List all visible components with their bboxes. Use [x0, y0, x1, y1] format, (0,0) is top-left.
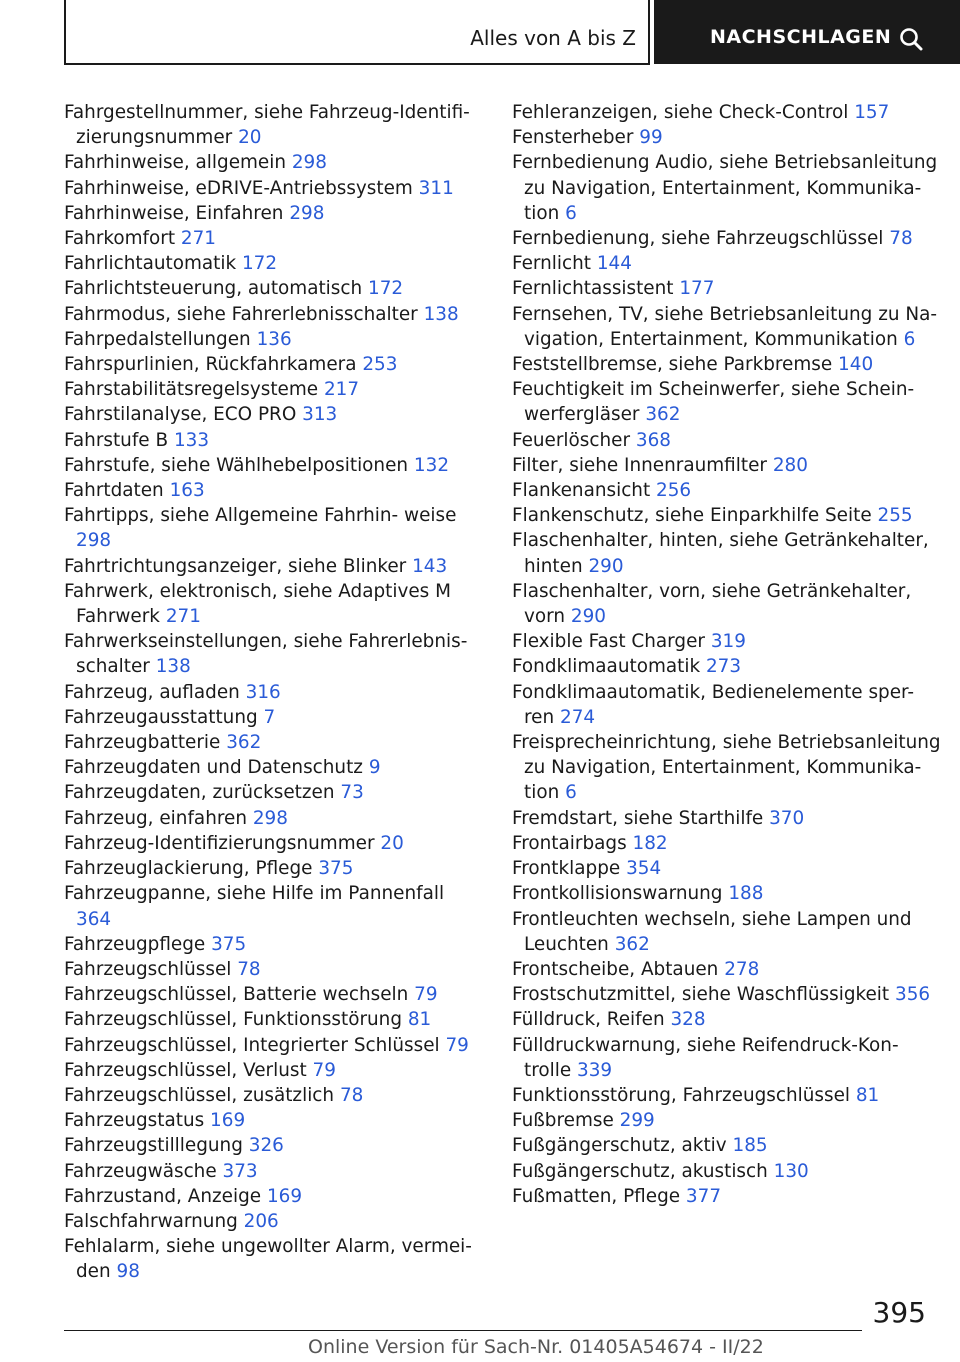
index-entry	[64, 554, 484, 579]
index-entry	[512, 629, 942, 654]
index-entry-page-link[interactable]: 255	[877, 505, 913, 527]
index-entry-text: Frontkollisionswarnung	[512, 883, 723, 905]
index-entry	[512, 302, 942, 352]
index-entry	[512, 1159, 942, 1184]
index-column-right	[512, 100, 942, 1209]
index-entry-text: Fahrstufe B	[64, 429, 169, 451]
index-entry-text: Frontklappe	[512, 858, 621, 880]
index-entry-text: Flankenschutz, siehe Einparkhilfe Seite	[512, 505, 872, 527]
index-entry-text: Fremdstart, siehe Starthilfe	[512, 807, 764, 829]
footer-version-text: Online Version für Sach-Nr. 01405A54674 - II/22	[308, 1336, 764, 1358]
index-entry-text: Fußgängerschutz, aktiv	[512, 1135, 727, 1157]
index-entry	[512, 1083, 942, 1108]
index-entry	[64, 705, 484, 730]
index-entry-page-link[interactable]: 138	[423, 303, 459, 325]
index-entry	[64, 957, 484, 982]
index-entry-text: Fernbedienung, siehe Fahrzeugschlüssel	[512, 228, 884, 250]
index-entry-page-link[interactable]: 140	[838, 354, 874, 376]
index-entry	[64, 503, 484, 553]
index-entry	[64, 932, 484, 957]
index-entry-page-link[interactable]: 339	[577, 1059, 613, 1081]
index-entry-text: Feststellbremse, siehe Parkbremse	[512, 354, 833, 376]
index-entry	[512, 1033, 942, 1083]
index-entry	[512, 251, 942, 276]
index-entry-text: Filter, siehe Innenraumfilter	[512, 454, 767, 476]
index-entry-page-link[interactable]: 362	[614, 933, 650, 955]
index-entry	[64, 201, 484, 226]
index-entry	[512, 276, 942, 301]
header-separator	[648, 0, 650, 64]
index-entry-page-link[interactable]: 362	[645, 404, 681, 426]
index-entry-text: Fahrzeugbatterie	[64, 732, 221, 754]
index-entry-page-link[interactable]: 99	[639, 127, 663, 149]
index-entry-page-link[interactable]: 136	[256, 328, 292, 350]
index-entry-text: Fahrkomfort	[64, 228, 176, 250]
index-entry	[512, 831, 942, 856]
index-entry-text: Fahrwerkseinstellungen, siehe Fahrerlebnis- schalter	[64, 631, 468, 678]
index-entry	[64, 806, 484, 831]
index-entry-page-link[interactable]: 81	[855, 1084, 880, 1106]
index-entry-page-link[interactable]: 316	[245, 681, 281, 703]
search-icon[interactable]	[898, 26, 924, 52]
index-entry-text: Fernlicht	[512, 253, 591, 275]
index-entry	[64, 352, 484, 377]
index-entry-text: Fahrgestellnummer, siehe Fahrzeug-Identifi- zierungsnummer	[64, 102, 470, 149]
index-entry	[64, 831, 484, 856]
index-entry-text: Fahrtdaten	[64, 480, 164, 502]
index-entry-text: Fülldruck, Reifen	[512, 1009, 665, 1031]
index-entry	[64, 780, 484, 805]
index-entry-text: Feuerlöscher	[512, 429, 631, 451]
index-entry-text: Fehlalarm, siehe ungewollter Alarm, vermei- den	[64, 1236, 472, 1283]
index-entry-text: Fahrmodus, siehe Fahrerlebnisschalter	[64, 303, 418, 325]
index-entry-page-link[interactable]: 163	[169, 480, 205, 502]
index-entry-page-link[interactable]: 6	[565, 202, 577, 224]
index-entry-page-link[interactable]: 169	[266, 1185, 303, 1207]
index-entry-page-link[interactable]: 326	[248, 1135, 284, 1157]
index-entry-text: Flexible Fast Charger	[512, 631, 705, 653]
index-entry-page-link[interactable]: 78	[339, 1084, 364, 1106]
index-entry-text: Fahrzeugschlüssel, Integrierter Schlüssel	[64, 1034, 440, 1056]
index-entry	[64, 730, 484, 755]
index-entry-text: Fahrstufe, siehe Wählhebelpositionen	[64, 454, 409, 476]
index-entry-text: Feuchtigkeit im Scheinwerfer, siehe Schein- werfergläser	[512, 379, 915, 426]
index-entry-page-link[interactable]: 6	[565, 782, 577, 804]
index-entry	[512, 352, 942, 377]
index-entry-text: Flaschenhalter, vorn, siehe Getränkehalter, vorn	[512, 580, 912, 628]
index-entry	[512, 957, 942, 982]
index-entry	[64, 1007, 484, 1032]
index-entry-text: Fahrlichtsteuerung, automatisch	[64, 278, 363, 300]
index-entry	[64, 100, 484, 150]
index-entry-page-link[interactable]: 144	[596, 253, 632, 275]
index-entry	[64, 1083, 484, 1108]
index-entry	[64, 881, 484, 931]
index-entry-text: Fahrzeugschlüssel, Verlust	[64, 1059, 307, 1081]
index-entry-text: Fahrzustand, Anzeige	[64, 1185, 262, 1207]
index-entry-text: Fahrzeug, aufladen	[64, 681, 240, 703]
index-entry-text: Fernsehen, TV, siehe Betriebsanleitung zu Na- vigation, Entertainment, Kommunikation	[512, 303, 938, 350]
index-entry	[64, 982, 484, 1007]
index-entry-text: Fahrlichtautomatik	[64, 253, 237, 275]
index-entry	[512, 428, 942, 453]
index-entry	[512, 1108, 942, 1133]
index-entry-text: Fahrhinweise, allgemein	[64, 152, 286, 174]
index-entry	[64, 1234, 484, 1284]
index-entry-text: Fahrstilanalyse, ECO PRO	[64, 404, 297, 426]
index-entry	[512, 907, 942, 957]
index-entry-page-link[interactable]: 217	[323, 379, 360, 401]
index-entry	[64, 226, 484, 251]
index-entry-page-link[interactable]: 182	[632, 832, 668, 854]
index-entry-text: Fahrwerk, elektronisch, siehe Adaptives M Fahrwerk	[64, 580, 451, 628]
index-entry-page-link[interactable]: 362	[226, 732, 262, 754]
index-entry	[64, 251, 484, 276]
index-entry	[64, 377, 484, 402]
index-entry-text: Fahrzeug-Identifizierungsnummer	[64, 832, 375, 854]
index-entry	[64, 276, 484, 301]
index-entry-page-link[interactable]: 81	[407, 1009, 432, 1031]
index-entry	[64, 1033, 484, 1058]
index-entry-page-link[interactable]: 356	[895, 984, 931, 1006]
index-entry	[64, 1058, 484, 1083]
index-entry	[512, 1133, 942, 1158]
index-entry-page-link[interactable]: 375	[211, 933, 247, 955]
index-entry-page-link[interactable]: 298	[252, 807, 288, 829]
index-entry-text: Fahrzeugpflege	[64, 933, 206, 955]
index-entry-text: Freisprecheinrichtung, siehe Betriebsanleitung zu Navigation, Entertainment, Kommunika- tion	[512, 732, 941, 804]
index-entry-text: Frontairbags	[512, 832, 627, 854]
index-entry-page-link[interactable]: 9	[368, 757, 381, 779]
index-entry-text: Fernlichtassistent	[512, 278, 674, 300]
index-entry-page-link[interactable]: 290	[588, 555, 624, 577]
index-entry	[64, 755, 484, 780]
index-entry	[512, 806, 942, 831]
index-entry	[64, 327, 484, 352]
index-entry-page-link[interactable]: 157	[854, 102, 890, 123]
index-entry-text: Fahrzeug, einfahren	[64, 807, 247, 829]
index-entry-page-link[interactable]: 298	[291, 152, 327, 174]
footer-rule	[64, 1330, 862, 1331]
index-entry	[64, 1133, 484, 1158]
index-entry	[64, 453, 484, 478]
index-entry-page-link[interactable]: 278	[724, 958, 760, 980]
index-entry-page-link[interactable]: 138	[155, 656, 191, 678]
index-entry-text: Fahrpedalstellungen	[64, 328, 251, 350]
index-entry	[64, 428, 484, 453]
index-entry-page-link[interactable]: 280	[772, 454, 808, 476]
index-entry-page-link[interactable]: 256	[656, 480, 692, 502]
index-entry	[512, 453, 942, 478]
chapter-tab[interactable]	[654, 0, 960, 64]
index-entry-page-link[interactable]: 375	[318, 858, 354, 880]
index-entry-text: Frostschutzmittel, siehe Waschflüssigkeit	[512, 984, 890, 1006]
index-entry-page-link[interactable]: 271	[180, 228, 217, 250]
index-entry-text: Fahrzeugpanne, siehe Hilfe im Pannenfall	[64, 883, 445, 905]
index-entry	[64, 579, 484, 629]
index-entry	[64, 302, 484, 327]
index-entry-text: Falschfahrwarnung	[64, 1210, 238, 1232]
index-entry-text: Fußgängerschutz, akustisch	[512, 1160, 768, 1182]
index-entry-page-link[interactable]: 298	[76, 530, 112, 552]
index-entry-text: Fahrzeugdaten, zurücksetzen	[64, 782, 335, 804]
index-entry	[512, 881, 942, 906]
index-entry-text: Fondklimaautomatik	[512, 656, 701, 678]
header-left-border	[64, 0, 66, 64]
index-entry	[64, 1209, 484, 1234]
section-title: Alles von A bis Z	[470, 26, 636, 50]
header-bottom-rule	[64, 63, 650, 65]
index-entry-page-link[interactable]: 7	[263, 706, 276, 728]
index-entry-text: Fahrzeuglackierung, Pflege	[64, 858, 313, 880]
index-entry	[512, 856, 942, 881]
index-entry-text: Fahrstabilitätsregelsysteme	[64, 379, 319, 401]
index-entry-page-link[interactable]: 133	[173, 429, 210, 451]
index-entry-page-link[interactable]: 172	[241, 253, 278, 275]
index-entry-page-link[interactable]: 273	[705, 656, 742, 678]
index-entry-text: Fußbremse	[512, 1110, 614, 1132]
index-entry	[512, 1007, 942, 1032]
index-entry-text: Fensterheber	[512, 127, 634, 149]
index-entry-page-link[interactable]: 290	[570, 606, 606, 628]
index-entry	[512, 226, 942, 251]
index-entry-page-link[interactable]: 130	[773, 1160, 809, 1182]
index-entry-text: Fahrzeugdaten und Datenschutz	[64, 757, 363, 779]
index-entry-text: Fahrzeugschlüssel	[64, 958, 232, 980]
index-entry-text: Fahrtipps, siehe Allgemeine Fahrhin- weise	[64, 505, 457, 527]
index-entry-text: Fehleranzeigen, siehe Check-Control	[512, 102, 849, 123]
index-entry	[512, 680, 942, 730]
index-entry-page-link[interactable]: 185	[732, 1135, 768, 1157]
index-entry-page-link[interactable]: 20	[380, 832, 404, 854]
index-entry	[64, 478, 484, 503]
index-entry-page-link[interactable]: 169	[210, 1110, 246, 1132]
index-entry-text: Frontleuchten wechseln, siehe Lampen und Leuchten	[512, 908, 912, 955]
index-entry-page-link[interactable]: 354	[626, 858, 662, 880]
index-entry-page-link[interactable]: 313	[302, 404, 338, 426]
index-entry	[512, 982, 942, 1007]
index-entry-page-link[interactable]: 368	[635, 429, 671, 451]
index-entry-page-link[interactable]: 253	[362, 354, 398, 376]
index-entry-page-link[interactable]: 373	[222, 1160, 258, 1182]
index-entry-page-link[interactable]: 298	[289, 202, 325, 224]
index-entry-text: Fahrhinweise, Einfahren	[64, 202, 284, 224]
index-entry-page-link[interactable]: 206	[243, 1210, 279, 1232]
index-entry-text: Fußmatten, Pflege	[512, 1185, 681, 1207]
index-entry-text: Fahrzeugschlüssel, Batterie wechseln	[64, 984, 409, 1006]
index-column-left	[64, 100, 484, 1285]
index-entry	[512, 100, 942, 125]
index-entry	[64, 402, 484, 427]
index-entry	[64, 680, 484, 705]
page-number: 395	[872, 1296, 926, 1329]
index-entry	[512, 377, 942, 427]
index-entry	[512, 579, 942, 629]
index-entry-text: Fondklimaautomatik, Bedienelemente sper- ren	[512, 681, 915, 728]
index-entry-text: Fahrzeugausstattung	[64, 706, 258, 728]
index-entry-page-link[interactable]: 79	[445, 1034, 469, 1056]
index-entry-text: Fahrzeugwäsche	[64, 1160, 217, 1182]
index-entry-page-link[interactable]: 78	[237, 958, 261, 980]
index-entry-page-link[interactable]: 319	[710, 631, 746, 653]
index-entry-page-link[interactable]: 79	[312, 1059, 336, 1081]
index-entry-page-link[interactable]: 73	[340, 782, 364, 804]
index-entry	[512, 503, 942, 528]
index-entry-text: Funktionsstörung, Fahrzeugschlüssel	[512, 1084, 850, 1106]
index-entry	[512, 654, 942, 679]
index-entry-page-link[interactable]: 6	[903, 328, 916, 350]
index-entry-text: Fahrhinweise, eDRIVE-Antriebssystem	[64, 177, 413, 199]
index-entry-page-link[interactable]: 377	[685, 1185, 722, 1207]
index-entry	[512, 528, 942, 578]
index-entry-page-link[interactable]: 364	[76, 908, 112, 930]
index-entry-page-link[interactable]: 370	[769, 807, 805, 829]
index-entry-text: Flaschenhalter, hinten, siehe Getränkehalter, hinten	[512, 530, 929, 577]
index-entry	[64, 176, 484, 201]
index-entry-text: Fahrzeugschlüssel, Funktionsstörung	[64, 1009, 402, 1031]
index-entry-text: Fahrtrichtungsanzeiger, siehe Blinker	[64, 555, 407, 577]
chapter-label: NACHSCHLAGEN	[710, 26, 892, 48]
index-entry-page-link[interactable]: 311	[418, 177, 454, 199]
index-entry-page-link[interactable]: 98	[116, 1261, 140, 1283]
index-entry-page-link[interactable]: 271	[165, 606, 201, 628]
index-entry-page-link[interactable]: 20	[238, 127, 262, 149]
index-entry	[512, 478, 942, 503]
index-entry-page-link[interactable]: 274	[560, 706, 596, 728]
index-entry-page-link[interactable]: 132	[413, 454, 450, 476]
index-entry-page-link[interactable]: 172	[368, 278, 404, 300]
index-entry-page-link[interactable]: 143	[412, 555, 448, 577]
index-entry-text: Fernbedienung Audio, siehe Betriebsanleitung zu Navigation, Entertainment, Kommunika- tion	[512, 152, 938, 224]
index-entry	[64, 1108, 484, 1133]
index-entry	[512, 125, 942, 150]
index-entry	[64, 150, 484, 175]
index-entry-page-link[interactable]: 299	[619, 1110, 655, 1132]
index-entry-text: Fahrzeugschlüssel, zusätzlich	[64, 1084, 335, 1106]
index-entry-page-link[interactable]: 188	[728, 883, 764, 905]
index-entry-text: Fahrzeugstatus	[64, 1110, 205, 1132]
index-entry-text: Fahrzeugstilllegung	[64, 1135, 243, 1157]
index-entry-text: Fahrspurlinien, Rückfahrkamera	[64, 354, 357, 376]
index-entry	[64, 856, 484, 881]
index-entry-page-link[interactable]: 177	[679, 278, 715, 300]
index-entry-page-link[interactable]: 79	[414, 984, 438, 1006]
index-entry	[512, 150, 942, 226]
index-entry-page-link[interactable]: 78	[889, 228, 913, 250]
index-entry-page-link[interactable]: 328	[670, 1009, 706, 1031]
index-entry	[512, 730, 942, 806]
page-header	[64, 0, 960, 66]
index-entry-text: Frontscheibe, Abtauen	[512, 958, 719, 980]
index-entry-text: Flankenansicht	[512, 480, 651, 502]
index-entry	[512, 1184, 942, 1209]
index-entry	[64, 1159, 484, 1184]
index-entry	[64, 1184, 484, 1209]
index-entry	[64, 629, 484, 679]
index-entry-text: Fülldruckwarnung, siehe Reifendruck-Kon- trolle	[512, 1034, 899, 1081]
